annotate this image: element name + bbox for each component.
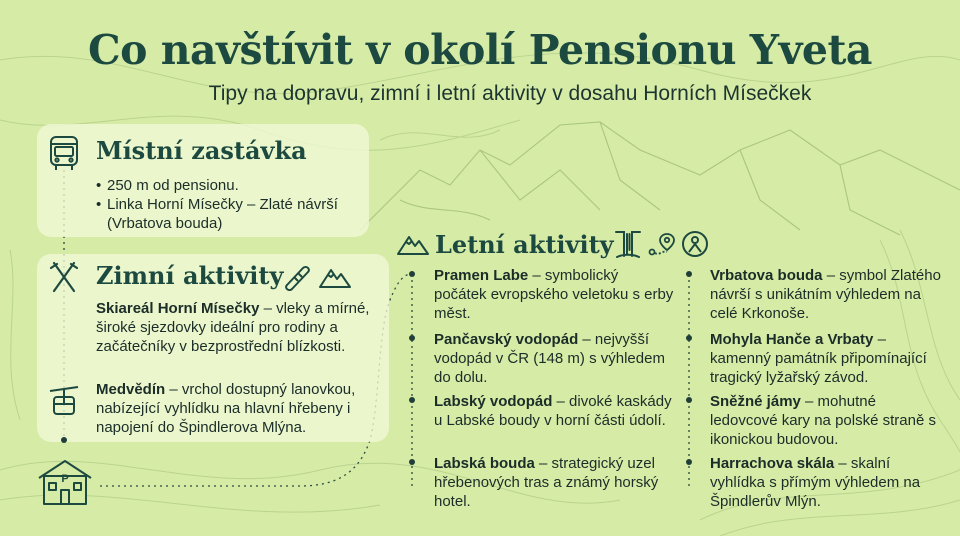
winter-heading: Zimní aktivity — [96, 261, 284, 290]
trail-pin-icon — [647, 230, 679, 258]
item-name: Medvědín — [96, 381, 166, 398]
lookout-icon — [681, 230, 709, 258]
list-item: • Linka Horní Mísečky – Zlaté návrší (Vrbatova bouda) — [96, 195, 366, 233]
cable-car-icon — [48, 384, 80, 418]
summer-item-pancavsky-vodopad — [434, 330, 674, 387]
summer-item-labska-bouda — [434, 454, 674, 511]
summer-item-vrbatova-bouda — [710, 266, 945, 323]
item-text: – strategický uzel hřebenových tras a známý horský hotel. — [434, 455, 659, 510]
item-name: Vrbatova bouda — [710, 267, 823, 284]
item-text: – skalní vyhlídka s přímým výhledem na Špindlerův Mlýn. — [710, 455, 921, 510]
list-item: • 250 m od pensionu. — [96, 176, 366, 195]
house-icon — [36, 458, 94, 506]
item-name: Pančavský vodopád — [434, 331, 579, 348]
mountain-icon — [318, 265, 352, 289]
summer-item-mohyla — [710, 330, 945, 387]
route-dot — [686, 335, 692, 341]
item-text: – vleky a mírné, široké sjezdovky ideální pro rodiny a začátečníky v bezprostřední blízkosti. — [96, 300, 370, 355]
item-name: Mohyla Hanče a Vrbaty — [710, 331, 874, 348]
item-name: Labská bouda — [434, 455, 535, 472]
item-name: Skiareál Horní Mísečky — [96, 300, 260, 317]
winter-item-skiareal — [96, 299, 376, 356]
route-dot — [409, 271, 415, 277]
winter-item-medvedin — [96, 380, 376, 437]
page-subtitle: Tipy na dopravu, zimní i letní aktivity v dosahu Horních Mísečkek — [208, 82, 812, 105]
waterfall-icon — [613, 228, 643, 260]
mountain-icon — [396, 232, 430, 256]
item-text: – nejvyšší vodopád v ČR (148 m) s výhledem do dolu. — [434, 331, 665, 386]
pension-letter: P — [61, 473, 69, 485]
item-name: Labský vodopád — [434, 393, 553, 410]
summer-item-snezne-jamy — [710, 392, 945, 449]
item-text: – divoké kaskády u Labské boudy v horní části údolí. — [434, 393, 672, 429]
route-dot — [686, 271, 692, 277]
item-text: – vrchol dostupný lanovkou, nabízející vyhlídku na hlavní hřebeny i napojení do Špindlerova Mlýna. — [96, 381, 356, 436]
route-dot — [686, 459, 692, 465]
route-dot — [409, 335, 415, 341]
ski-icon — [283, 263, 313, 291]
route-dot — [686, 397, 692, 403]
item-text: – symbol Zlatého návrší s unikátním výhledem na celé Krkonoše. — [710, 267, 941, 322]
item-text: – kamenný památník připomínající tragický lyžařský závod. — [710, 331, 927, 386]
item-text: – symbolický počátek evropského veletoku s erby měst. — [434, 267, 674, 322]
item-name: Harrachova skála — [710, 455, 835, 472]
bus-stop-heading: Místní zastávka — [96, 136, 307, 165]
bus-icon — [46, 134, 82, 172]
item-name: Sněžné jámy — [710, 393, 801, 410]
page-title: Co navštívit v okolí Pensionu Yveta — [88, 26, 872, 74]
summer-heading: Letní aktivity — [435, 230, 614, 259]
route-dot — [409, 459, 415, 465]
bus-stop-list — [96, 176, 366, 233]
route-dot — [409, 397, 415, 403]
route-dot — [61, 437, 67, 443]
ski-poles-icon — [48, 260, 80, 294]
summer-item-pramen-labe — [434, 266, 674, 323]
item-text: – mohutné ledovcové kary na polské straně s ikonickou budovou. — [710, 393, 936, 448]
summer-item-harrachova-skala — [710, 454, 945, 511]
summer-item-labsky-vodopad — [434, 392, 674, 430]
item-name: Pramen Labe — [434, 267, 529, 284]
